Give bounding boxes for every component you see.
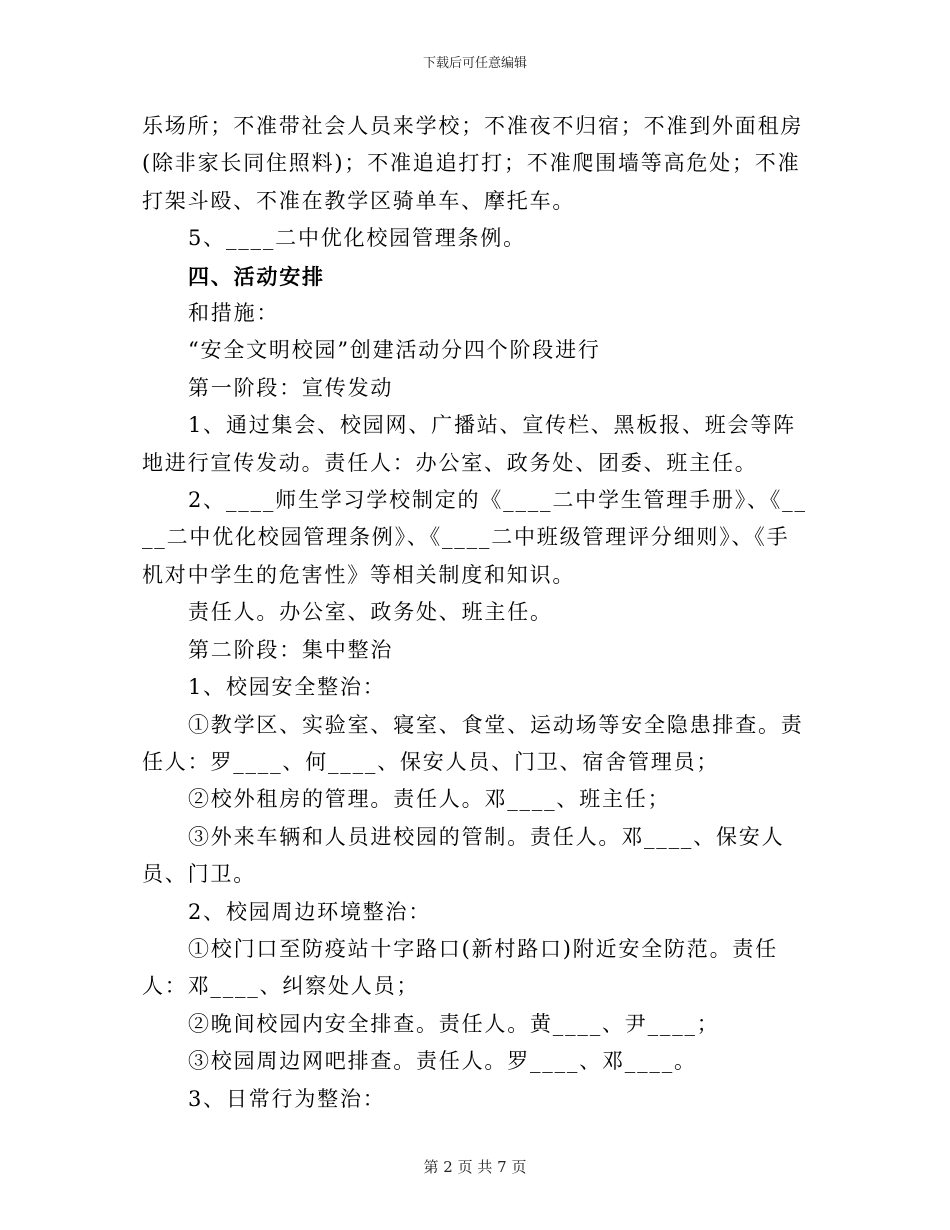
- page-header: 下载后可任意编辑: [422, 56, 527, 71]
- paragraph: ②晚间校园内安全排查。责任人。黄____、尹____；: [188, 1011, 720, 1036]
- paragraph: ③校园周边网吧排查。责任人。罗____、邓____。: [188, 1049, 697, 1074]
- page-footer: 第 2 页 共 7 页: [423, 1158, 527, 1176]
- paragraph: ③外来车辆和人员进校园的管制。责任人。邓____、保安人员、门卫。: [142, 824, 785, 887]
- stage-heading: 第一阶段：宣传发动: [188, 375, 394, 400]
- paragraph: ①校门口至防疫站十字路口(新村路口)附近安全防范。责任人：邓____、纠察处人员；: [142, 936, 778, 999]
- paragraph: ①教学区、实验室、寝室、食堂、运动场等安全隐患排查。责任人：罗____、何____、保安人员、门卫、宿舍管理员；: [142, 712, 804, 774]
- paragraph: 2、____师生学习学校制定的《____二中学生管理手册》、《____二中优化校园管理条例》、《____二中班级管理评分细则》、《手机对中学生的危害性》等相关制度和知识。: [142, 488, 807, 587]
- paragraph: ②校外租房的管理。责任人。邓____、班主任；: [188, 787, 671, 812]
- stage-heading: 第二阶段：集中整治: [188, 637, 394, 662]
- paragraph: 乐场所；不准带社会人员来学校；不准夜不归宿；不准到外面租房(除非家长同住照料)；不准追追打打；不准爬围墙等高危处；不准打架斗殴、不准在教学区骑单车、摩托车。: [142, 114, 804, 213]
- paragraph: 1、通过集会、校园网、广播站、宣传栏、黑板报、班会等阵地进行宣传发动。责任人：办公室、政务处、团委、班主任。: [142, 413, 796, 475]
- paragraph: 2、校园周边环境整治：: [188, 899, 432, 924]
- paragraph: 5、____二中优化校园管理条例。: [188, 226, 526, 251]
- document-body: [142, 108, 810, 1118]
- paragraph: 1、校园安全整治：: [188, 675, 386, 700]
- paragraph: 责任人。办公室、政务处、班主任。: [188, 600, 553, 625]
- paragraph: 3、日常行为整治：: [188, 1086, 386, 1111]
- section-heading: 四、活动安排: [188, 263, 325, 289]
- paragraph: “安全文明校园”创建活动分四个阶段进行: [188, 338, 601, 363]
- paragraph: 和措施：: [188, 301, 280, 326]
